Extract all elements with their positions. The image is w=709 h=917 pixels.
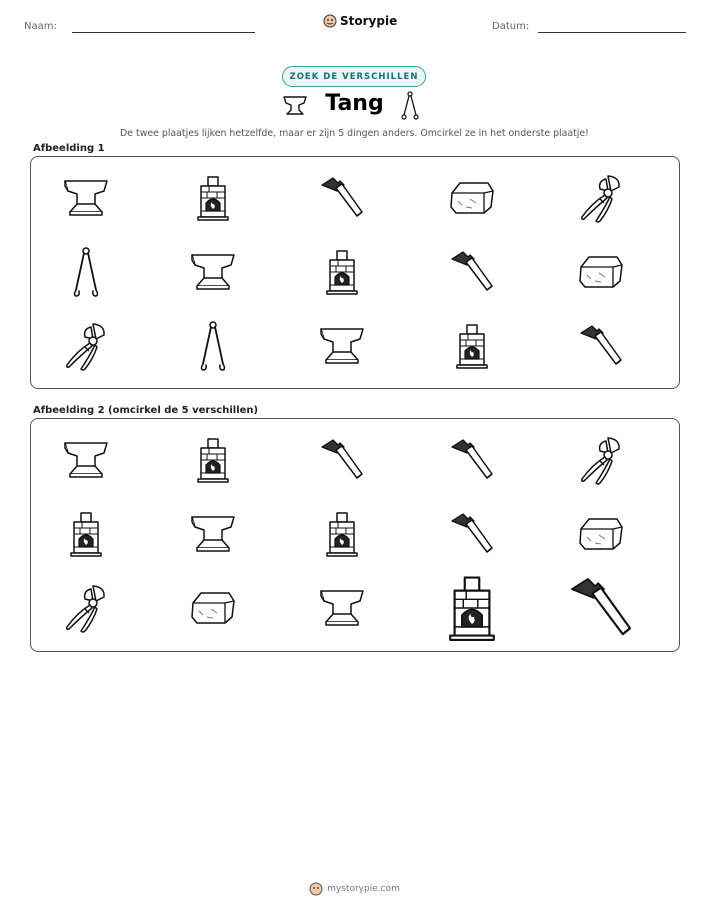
name-field[interactable]	[72, 32, 255, 33]
grid-cell[interactable]	[158, 427, 268, 497]
grid-cell[interactable]	[287, 575, 397, 645]
grid-cell	[417, 313, 527, 383]
anvil-icon	[62, 439, 110, 485]
anvil-icon	[318, 325, 366, 371]
storypie-mascot-icon	[323, 14, 337, 28]
grid-cell[interactable]	[31, 575, 141, 645]
grid-cell	[417, 165, 527, 235]
tongs-icon	[198, 320, 228, 376]
grid-cell	[546, 313, 656, 383]
storypie-mascot-icon	[309, 882, 323, 896]
picture1-label: Afbeelding 1	[33, 143, 105, 154]
pliers-icon	[578, 435, 624, 489]
grid-cell	[546, 239, 656, 309]
forge-icon	[454, 323, 490, 373]
grid-cell	[31, 313, 141, 383]
name-label: Naam:	[24, 21, 57, 32]
footer-url[interactable]: mystorypie.com	[327, 884, 400, 894]
hammer-icon	[449, 437, 495, 487]
date-label: Datum:	[492, 21, 530, 32]
footer	[0, 882, 709, 896]
pliers-icon	[63, 321, 109, 375]
grid-cell	[287, 313, 397, 383]
hammer-icon	[578, 323, 624, 373]
forge-icon	[195, 175, 231, 225]
date-field[interactable]	[538, 32, 686, 33]
grid-cell	[158, 239, 268, 309]
stone-icon	[189, 589, 237, 631]
forge-icon	[68, 511, 104, 561]
grid-cell[interactable]	[546, 427, 656, 497]
grid-cell	[31, 239, 141, 309]
stone-icon	[577, 253, 625, 295]
hammer-icon	[319, 175, 365, 225]
hammer-icon	[449, 511, 495, 561]
tongs-icon	[71, 246, 101, 302]
hammer-icon	[578, 585, 624, 635]
instructions: De twee plaatjes lijken hetzelfde, maar er zijn 5 dingen anders. Omcirkel ze in het onderste plaatje!	[120, 128, 589, 139]
grid-cell[interactable]	[158, 575, 268, 645]
grid-cell	[287, 239, 397, 309]
grid-cell	[287, 165, 397, 235]
forge-icon	[324, 511, 360, 561]
brand-logo	[323, 14, 397, 28]
grid-cell	[31, 165, 141, 235]
page-title: Tang	[325, 91, 384, 116]
picture1-panel	[30, 156, 680, 389]
grid-cell[interactable]	[287, 427, 397, 497]
anvil-icon	[62, 177, 110, 223]
grid-cell[interactable]	[287, 501, 397, 571]
anvil-icon	[189, 251, 237, 297]
grid-cell[interactable]	[31, 427, 141, 497]
grid-cell	[158, 165, 268, 235]
pliers-icon	[578, 173, 624, 227]
stone-icon	[448, 179, 496, 221]
grid-cell[interactable]	[417, 575, 527, 645]
grid-cell	[417, 239, 527, 309]
grid-cell[interactable]	[158, 501, 268, 571]
picture2-panel[interactable]	[30, 418, 680, 652]
hammer-icon	[449, 249, 495, 299]
grid-cell[interactable]	[546, 575, 656, 645]
brand-name: Storypie	[340, 14, 398, 28]
grid-cell[interactable]	[417, 427, 527, 497]
activity-badge: ZOEK DE VERSCHILLEN	[282, 66, 426, 87]
grid-cell[interactable]	[546, 501, 656, 571]
pliers-icon	[63, 583, 109, 637]
grid-cell	[158, 313, 268, 383]
hammer-icon	[319, 437, 365, 487]
grid-cell[interactable]	[31, 501, 141, 571]
picture2-label: Afbeelding 2 (omcirkel de 5 verschillen)	[33, 405, 259, 416]
grid-cell	[546, 165, 656, 235]
forge-icon	[195, 437, 231, 487]
anvil-icon	[189, 513, 237, 559]
grid-cell[interactable]	[417, 501, 527, 571]
forge-icon	[324, 249, 360, 299]
stone-icon	[577, 515, 625, 557]
tongs-icon	[402, 91, 418, 121]
anvil-icon	[318, 587, 366, 633]
forge-icon	[454, 585, 490, 635]
